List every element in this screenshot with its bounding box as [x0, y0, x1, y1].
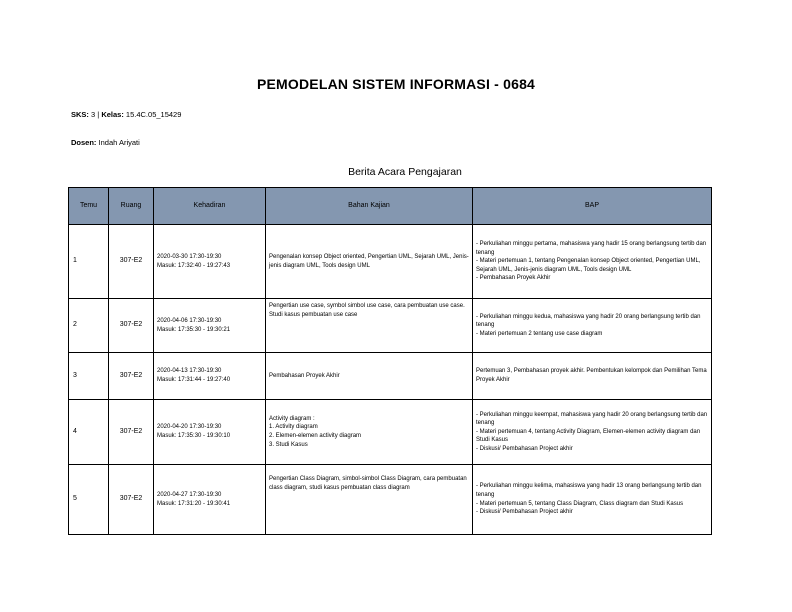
ruang-cell: 307-E2: [109, 400, 154, 465]
bap-text: - Materi pertemuan 5, tentang Class Diagram, Class diagram dan Studi Kasus: [476, 500, 684, 507]
bahan-text: Pengertian Class Diagram, simbol-simbol Class Diagram, cara pembuatan class diagram, studi kasus pembuatan class diagram: [269, 476, 467, 491]
kehadiran-cell: [154, 353, 266, 400]
bap-text: - Perkuliahan minggu pertama, mahasiswa yang hadir 15 orang berlangsung tertib dan tenang: [476, 241, 707, 256]
bahan-text: Activity diagram :: [269, 415, 315, 422]
header-temu: Temu: [69, 188, 109, 225]
kehadiran-cell: [154, 299, 266, 353]
bap-cell: [473, 465, 712, 535]
bap-text: - Diskusi/ Pembahasan Project akhir: [476, 445, 573, 452]
bahan-text: Pengenalan konsep Object oriented, Pengertian UML, Sejarah UML, Jenis-jenis diagram UML, Tools design UML: [269, 253, 469, 269]
attendance-text: Masuk: 17:35:30 - 19:30:21: [157, 326, 231, 333]
header-kehadiran: Kehadiran: [154, 188, 266, 225]
lecturer-info: [71, 138, 140, 147]
bap-cell: [473, 225, 712, 299]
schedule-text: 2020-04-20 17:30-19:30: [157, 424, 222, 431]
ruang-cell: 307-E2: [109, 465, 154, 535]
bahan-text: 3. Studi Kasus: [269, 441, 308, 448]
bap-text: Pertemuan 3, Pembahasan proyek akhir. Pembentukan kelompok dan Pemilihan Tema Proyek Akhir: [476, 368, 707, 383]
kehadiran-cell: [154, 225, 266, 299]
schedule-text: 2020-04-27 17:30-19:30: [157, 491, 222, 498]
table-row: [69, 465, 712, 535]
bahan-cell: [266, 465, 473, 535]
bahan-text: 2. Elemen-elemen activity diagram: [269, 433, 362, 439]
attendance-text: Masuk: 17:31:20 - 19:30:41: [157, 500, 231, 507]
bahan-cell: [266, 400, 473, 465]
ruang-cell: 307-E2: [109, 353, 154, 400]
bahan-cell: [266, 299, 473, 353]
kehadiran-cell: [154, 400, 266, 465]
bap-text: - Perkuliahan minggu keempat, mahasiswa yang hadir 20 orang berlangsung tertib dan tenang: [476, 411, 708, 427]
bahan-text: Studi kasus pembuatan use case: [269, 311, 358, 318]
table-row: [69, 400, 712, 465]
temu-cell: 1: [69, 225, 109, 299]
section-title: Berita Acara Pengajaran: [348, 166, 462, 178]
bap-cell: [473, 299, 712, 353]
bap-text: - Perkuliahan minggu kelima, mahasiswa yang hadir 13 orang berlangsung tertib dan tenang: [476, 483, 702, 498]
bahan-text: Pembahasan Proyek Akhir: [269, 372, 340, 379]
table-row: [69, 225, 712, 299]
sks-label: SKS:: [71, 110, 89, 119]
temu-cell: 5: [69, 465, 109, 535]
table-row: [69, 299, 712, 353]
attendance-text: Masuk: 17:31:44 - 19:27:40: [157, 377, 231, 383]
course-info: [71, 110, 181, 119]
bap-cell: [473, 400, 712, 465]
bahan-cell: [266, 225, 473, 299]
bap-text: - Materi pertemuan 4, tentang Activity Diagram, Elemen-elemen activity diagram dan Studi Kasus: [476, 428, 701, 444]
header-bap: BAP: [473, 188, 712, 225]
bap-text: - Perkuliahan minggu kedua, mahasiswa yang hadir 20 orang berlangsung tertib dan tenang: [476, 313, 701, 329]
teaching-record-table: [68, 187, 712, 535]
bahan-text: 1. Activity diagram: [269, 424, 318, 431]
ruang-cell: 307-E2: [109, 225, 154, 299]
ruang-cell: 307-E2: [109, 299, 154, 353]
schedule-text: 2020-04-13 17:30-19:30: [157, 368, 222, 375]
sks-value: 3 |: [91, 110, 102, 119]
bap-text: - Materi pertemuan 1, tentang Pengenalan konsep Object oriented, Pengertian UML, Sejarah UML, Jenis-jenis diagram UML, Tools design UML: [476, 258, 701, 273]
bap-text: - Materi pertemuan 2 tentang use case diagram: [476, 330, 603, 337]
header-ruang: Ruang: [109, 188, 154, 225]
bahan-text: Pengertian use case, symbol simbol use case, cara pembuatan use case.: [269, 303, 465, 309]
dosen-label: Dosen:: [71, 138, 97, 147]
bap-text: - Diskusi/ Pembahasan Project akhir: [476, 509, 573, 516]
bahan-cell: [266, 353, 473, 400]
page-title: PEMODELAN SISTEM INFORMASI - 0684: [256, 76, 536, 92]
attendance-text: Masuk: 17:32:40 - 19:27:43: [157, 262, 231, 269]
schedule-text: 2020-03-30 17:30-19:30: [157, 253, 222, 260]
schedule-text: 2020-04-06 17:30-19:30: [157, 317, 222, 324]
temu-cell: 2: [69, 299, 109, 353]
header-bahan-kajian: Bahan Kajian: [266, 188, 473, 225]
dosen-value: Indah Ariyati: [98, 138, 140, 147]
table-row: [69, 353, 712, 400]
kehadiran-cell: [154, 465, 266, 535]
bap-cell: [473, 353, 712, 400]
temu-cell: 4: [69, 400, 109, 465]
kelas-label: Kelas:: [101, 110, 124, 119]
bap-text: - Pembahasan Proyek Akhir: [476, 275, 551, 282]
temu-cell: 3: [69, 353, 109, 400]
table-header-row: [69, 188, 712, 225]
kelas-value: 15.4C.05_15429: [125, 110, 182, 119]
attendance-text: Masuk: 17:35:30 - 19:30:10: [157, 433, 231, 439]
